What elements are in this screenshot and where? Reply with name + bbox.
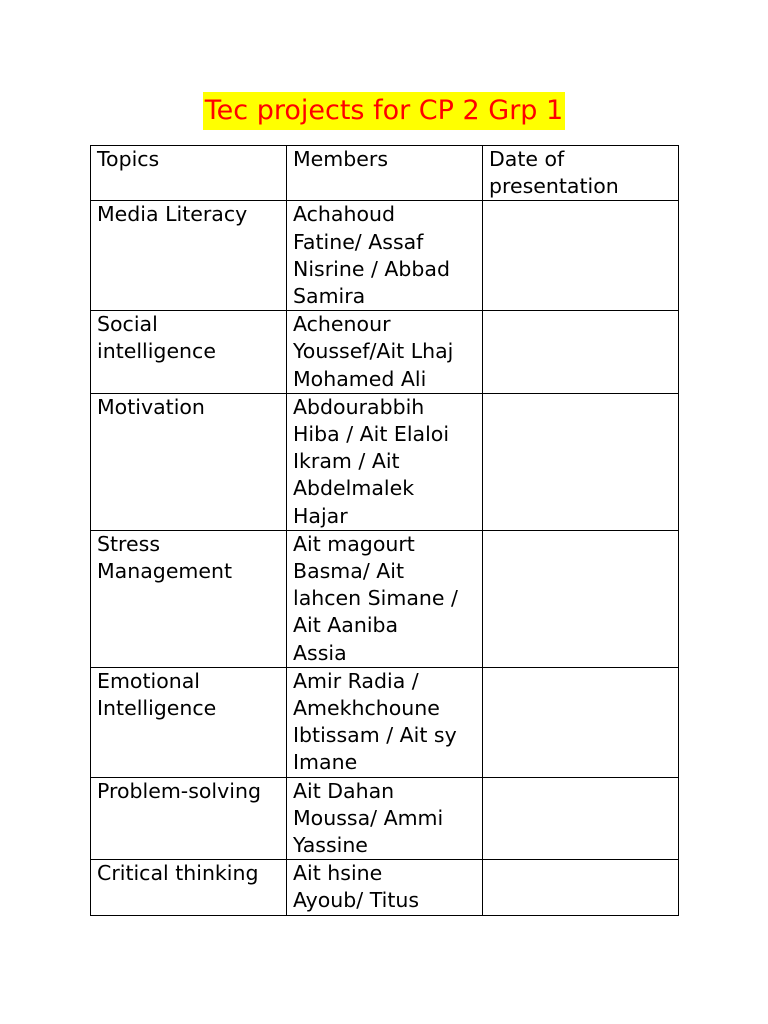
table-row: [91, 530, 679, 667]
table-body: [91, 201, 679, 915]
topic-text: Social intelligence: [97, 312, 216, 364]
header-row: [91, 146, 679, 201]
title-container: [0, 92, 768, 130]
project-schedule-table: [90, 145, 679, 916]
date-cell: [483, 393, 679, 530]
table-row: [91, 667, 679, 777]
members-text: Achahoud Fatine/ Assaf Nisrine / Abbad Samira: [293, 202, 451, 309]
topic-cell: [91, 201, 287, 311]
topic-text: Stress Management: [97, 531, 233, 584]
members-cell: [287, 393, 483, 530]
members-cell: [287, 530, 483, 667]
members-cell: [287, 201, 483, 311]
header-date: [483, 146, 679, 201]
members-cell: [287, 860, 483, 915]
table-row: [91, 777, 679, 860]
date-cell: [483, 667, 679, 777]
members-text: Amir Radia / Amekhchoune Ibtissam / Ait sy Imane: [293, 668, 457, 775]
members-cell: [287, 311, 483, 394]
header-topics: [91, 146, 287, 201]
topic-text: Media Literacy: [97, 202, 248, 227]
table-row: [91, 201, 679, 311]
table-header: [91, 146, 679, 201]
header-members-label: Members: [293, 147, 389, 171]
members-text: Ait hsine Ayoub/ Titus: [293, 861, 420, 913]
date-cell: [483, 860, 679, 915]
topic-text: Motivation: [97, 394, 205, 419]
header-date-label: Date of presentation: [489, 147, 619, 199]
document-title: Tec projects for CP 2 Grp 1: [203, 92, 565, 130]
table-row: [91, 860, 679, 915]
date-cell: [483, 777, 679, 860]
members-text: Ait Dahan Moussa/ Ammi Yassine: [293, 778, 444, 858]
header-members: [287, 146, 483, 201]
topic-cell: [91, 311, 287, 394]
topic-text: Critical thinking: [97, 861, 259, 886]
members-text: Achenour Youssef/Ait Lhaj Mohamed Ali: [293, 312, 454, 391]
date-cell: [483, 311, 679, 394]
members-text: Abdourabbih Hiba / Ait Elaloi Ikram / Ait Abdelmalek Hajar: [293, 394, 450, 528]
table-row: [91, 393, 679, 530]
topic-text: Emotional Intelligence: [97, 668, 217, 721]
members-cell: [287, 777, 483, 860]
topic-text: Problem-solving: [97, 778, 261, 803]
topic-cell: [91, 777, 287, 860]
members-text: Ait magourt Basma/ Ait lahcen Simane / Ait Aaniba Assia: [293, 531, 458, 665]
table-row: [91, 311, 679, 394]
header-topics-label: Topics: [97, 147, 160, 171]
topic-cell: [91, 393, 287, 530]
date-cell: [483, 201, 679, 311]
topic-cell: [91, 667, 287, 777]
date-cell: [483, 530, 679, 667]
members-cell: [287, 667, 483, 777]
topic-cell: [91, 530, 287, 667]
topic-cell: [91, 860, 287, 915]
